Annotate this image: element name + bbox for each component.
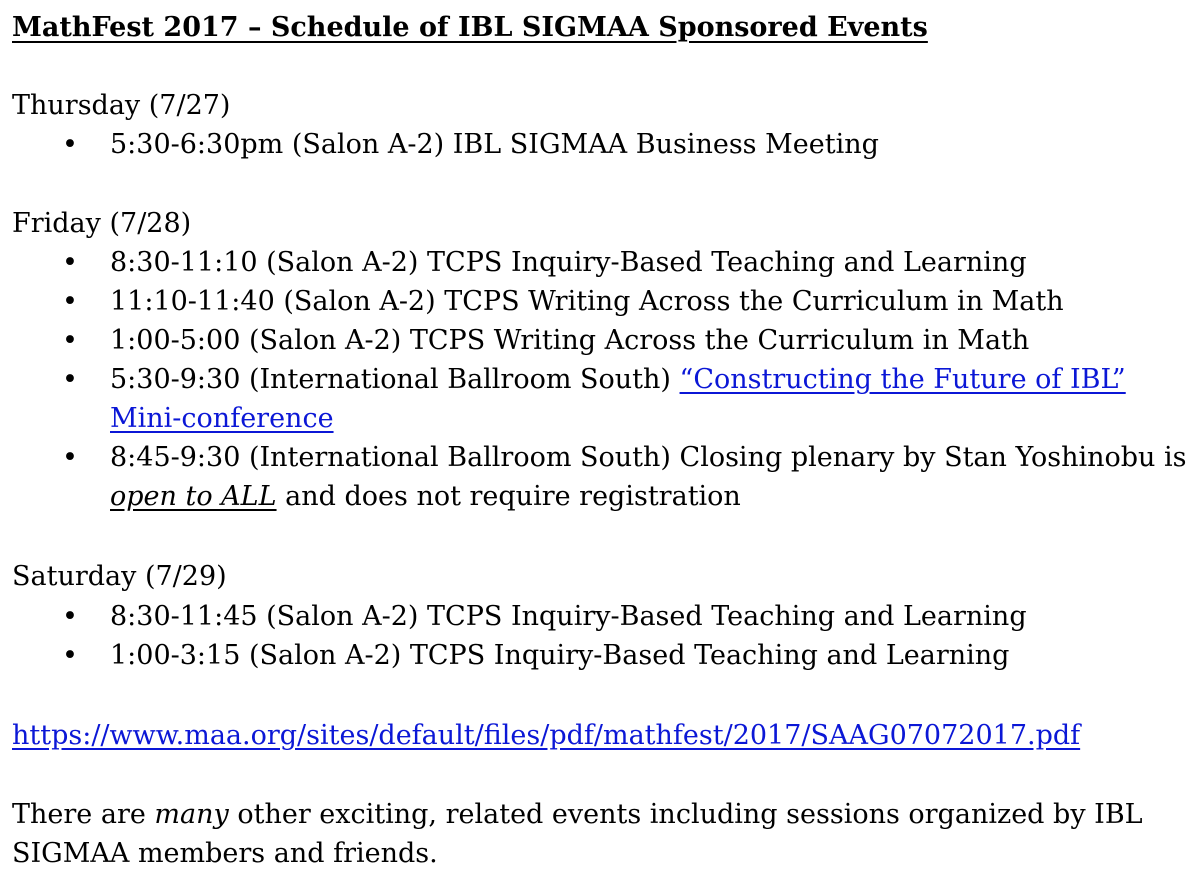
event-text: 8:30-11:10 (Salon A-2) TCPS Inquiry-Based Teaching and Learning <box>110 247 1027 278</box>
day-heading-saturday: Saturday (7/29) <box>12 561 227 592</box>
footer-text-after: other exciting, related events including sessions organized by IBL SIGMAA members and friends. <box>12 799 1143 869</box>
event-text: 1:00-5:00 (Salon A-2) TCPS Writing Across the Curriculum in Math <box>110 325 1030 356</box>
bullet-icon: • <box>62 325 78 356</box>
list-item <box>12 438 1192 516</box>
day-heading-thursday: Thursday (7/27) <box>12 90 231 121</box>
bullet-icon: • <box>62 640 78 671</box>
event-text: 8:30-11:45 (Salon A-2) TCPS Inquiry-Based Teaching and Learning <box>110 601 1027 632</box>
day-heading-friday: Friday (7/28) <box>12 208 192 239</box>
event-text: 1:00-3:15 (Salon A-2) TCPS Inquiry-Based Teaching and Learning <box>110 640 1010 671</box>
event-text: 11:10-11:40 (Salon A-2) TCPS Writing Across the Curriculum in Math <box>110 286 1064 317</box>
bullet-icon: • <box>62 442 78 473</box>
event-text: 5:30-6:30pm (Salon A-2) IBL SIGMAA Business Meeting <box>110 129 879 160</box>
bullet-icon: • <box>62 601 78 632</box>
mini-conference-link[interactable]: “Constructing the Future of IBL” Mini-conference <box>110 364 1126 434</box>
list-item <box>12 636 1192 675</box>
document-title: MathFest 2017 – Schedule of IBL SIGMAA Sponsored Events <box>12 12 928 43</box>
event-text: 8:45-9:30 (International Ballroom South) Closing plenary by Stan Yoshinobu is <box>110 442 1187 473</box>
bullet-icon: • <box>62 286 78 317</box>
footer-text-before: There are <box>12 799 155 830</box>
list-item <box>12 243 1192 282</box>
list-item <box>12 597 1192 636</box>
open-to-all-emphasis: open to ALL <box>110 481 277 512</box>
bullet-icon: • <box>62 364 78 395</box>
schedule-pdf-link[interactable]: https://www.maa.org/sites/default/files/pdf/mathfest/2017/SAAG07072017.pdf <box>12 720 1081 751</box>
event-text: 5:30-9:30 (International Ballroom South) <box>110 364 680 395</box>
bullet-icon: • <box>62 129 78 160</box>
list-item <box>12 282 1192 321</box>
bullet-icon: • <box>62 247 78 278</box>
event-list-saturday <box>12 597 1192 675</box>
footer-emphasis: many <box>154 799 229 830</box>
list-item <box>12 125 1192 164</box>
footer-note <box>12 795 1162 873</box>
event-list-thursday <box>12 125 1192 164</box>
list-item <box>12 321 1192 360</box>
list-item <box>12 360 1192 438</box>
event-text-after: and does not require registration <box>276 481 741 512</box>
event-list-friday <box>12 243 1192 516</box>
